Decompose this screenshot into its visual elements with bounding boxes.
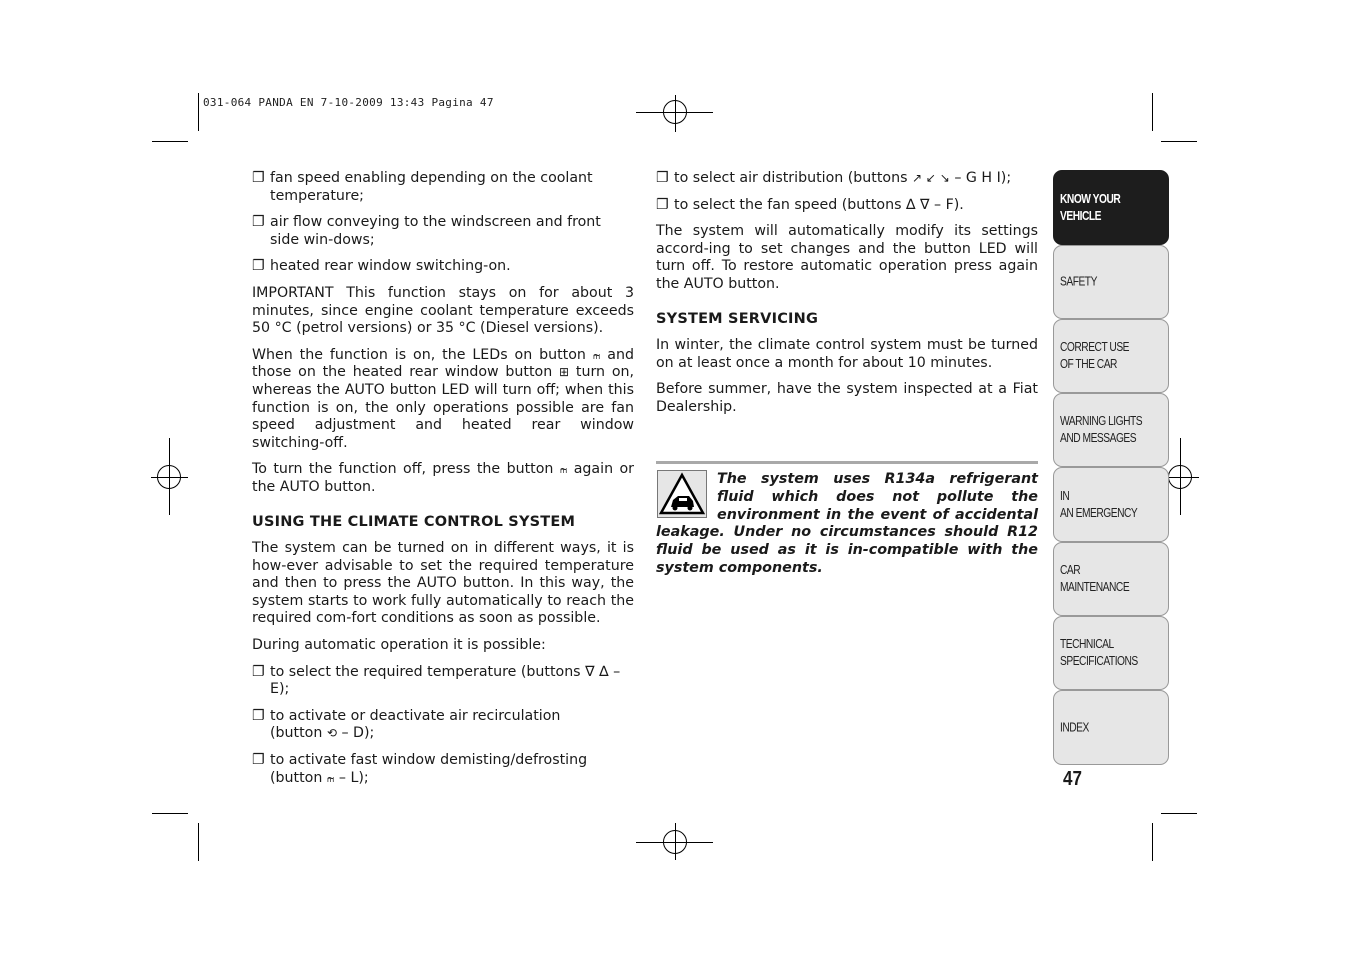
paragraph: During automatic operation it is possible: [252,637,546,654]
crop-mark [198,823,199,861]
crop-mark [1152,93,1153,131]
sidebar-tab-warning-lights[interactable]: WARNING LIGHTS AND MESSAGES [1053,393,1169,467]
section-heading: USING THE CLIMATE CONTROL SYSTEM [252,513,576,530]
checkbox-bullet-icon: ❐ [252,663,265,680]
checkbox-bullet-icon: ❐ [252,258,265,275]
paragraph: Before summer, have the system inspected at a Fiat Dealership. [656,381,1038,415]
windscreen-demist-icon: ₘ̴ [592,347,601,362]
page-number: 47 [1063,768,1082,790]
list-item: ❐ to activate or deactivate air recirculation (button ⟲ – D); [252,707,561,742]
list-item: ❐ to select air distribution (buttons ↗ ↙ ↘ – G H I); [656,170,1012,186]
list-item: ❐ fan speed enabling depending on the coolant temperature; [252,170,593,204]
paragraph: In winter, the climate control system must be turned on at least once a month for about 10 minutes. [656,337,1038,371]
sidebar-tab-correct-use[interactable]: CORRECT USE OF THE CAR [1053,319,1169,393]
crop-mark [152,813,188,814]
list-item: ❐ air flow conveying to the windscreen and front side win-dows; [252,214,601,248]
left-column [252,170,634,796]
crop-mark [198,93,199,131]
air-recirculation-icon: ⟲ [326,726,337,741]
checkbox-bullet-icon: ❐ [252,752,265,769]
print-header: 031-064 PANDA EN 7-10-2009 13:43 Pagina 47 [203,96,494,109]
checkbox-bullet-icon: ❐ [252,214,265,231]
list-item: ❐ to select the required temperature (buttons ∇ ∆ – E); [252,663,621,698]
section-heading: SYSTEM SERVICING [656,310,819,327]
warning-text: The system uses R134a refrigerant fluid which does not pollute the environment in the event of accidental leakage. Under no circumstances should R12 fluid be used as it is in-compatible with the system components. [656,471,1038,576]
checkbox-bullet-icon: ❐ [656,170,669,186]
paragraph: When the function is on, the LEDs on button ₘ̴ and those on the heated rear window button ⊞ turn on, whereas the AUTO button LED will turn off; when this function is on, the only operations possible are fan speed adjustment and heated rear window switching-off. [252,346,635,451]
crop-mark [1152,823,1153,861]
paragraph: The system can be turned on in different ways, it is how-ever advisable to set the required temperature and then to press the AUTO button. In this way, the system starts to work fully automatically to reach the required com-fort conditions as soon as possible. [252,540,634,627]
air-distribution-icons: ↗ ↙ ↘ [912,171,950,185]
checkbox-bullet-icon: ❐ [656,196,669,213]
sidebar-tab-know-your-vehicle[interactable]: KNOW YOUR VEHICLE [1053,170,1169,245]
windscreen-demist-icon: ₘ̴ [326,770,335,785]
windscreen-demist-icon: ₘ̴ [559,462,568,477]
list-item: ❐ to activate fast window demisting/defrosting (button ₘ̴ – L); [252,752,588,786]
paragraph: To turn the function off, press the button ₘ̴ again or the AUTO button. [252,461,635,495]
crop-mark [1161,813,1197,814]
sidebar-tab-technical[interactable]: TECHNICAL SPECIFICATIONS [1053,616,1169,690]
paragraph: The system will automatically modify its settings accord-ing to set changes and the button LED will turn off. To restore automatic operation press again the AUTO button. [656,223,1038,292]
sidebar-tab-safety[interactable]: SAFETY [1053,245,1169,319]
warning-divider [656,461,1038,464]
important-note: IMPORTANT This function stays on for about 3 minutes, since engine coolant temperature exceeds 50 °C (petrol versions) or 35 °C (Diesel versions). [252,284,634,337]
sidebar-tab-maintenance[interactable]: CAR MAINTENANCE [1053,542,1169,616]
list-item: ❐ heated rear window switching-on. [252,258,511,275]
sidebar-tab-index[interactable]: INDEX [1053,690,1169,765]
crop-mark [1161,141,1197,142]
crop-mark [152,141,188,142]
rear-window-heater-icon: ⊞ [559,365,570,380]
checkbox-bullet-icon: ❐ [252,707,265,724]
right-column [656,170,1038,426]
checkbox-bullet-icon: ❐ [252,170,265,186]
list-item: ❐ to select the fan speed (buttons ∆ ∇ – F). [656,196,964,213]
sidebar-tab-emergency[interactable]: IN AN EMERGENCY [1053,467,1169,542]
